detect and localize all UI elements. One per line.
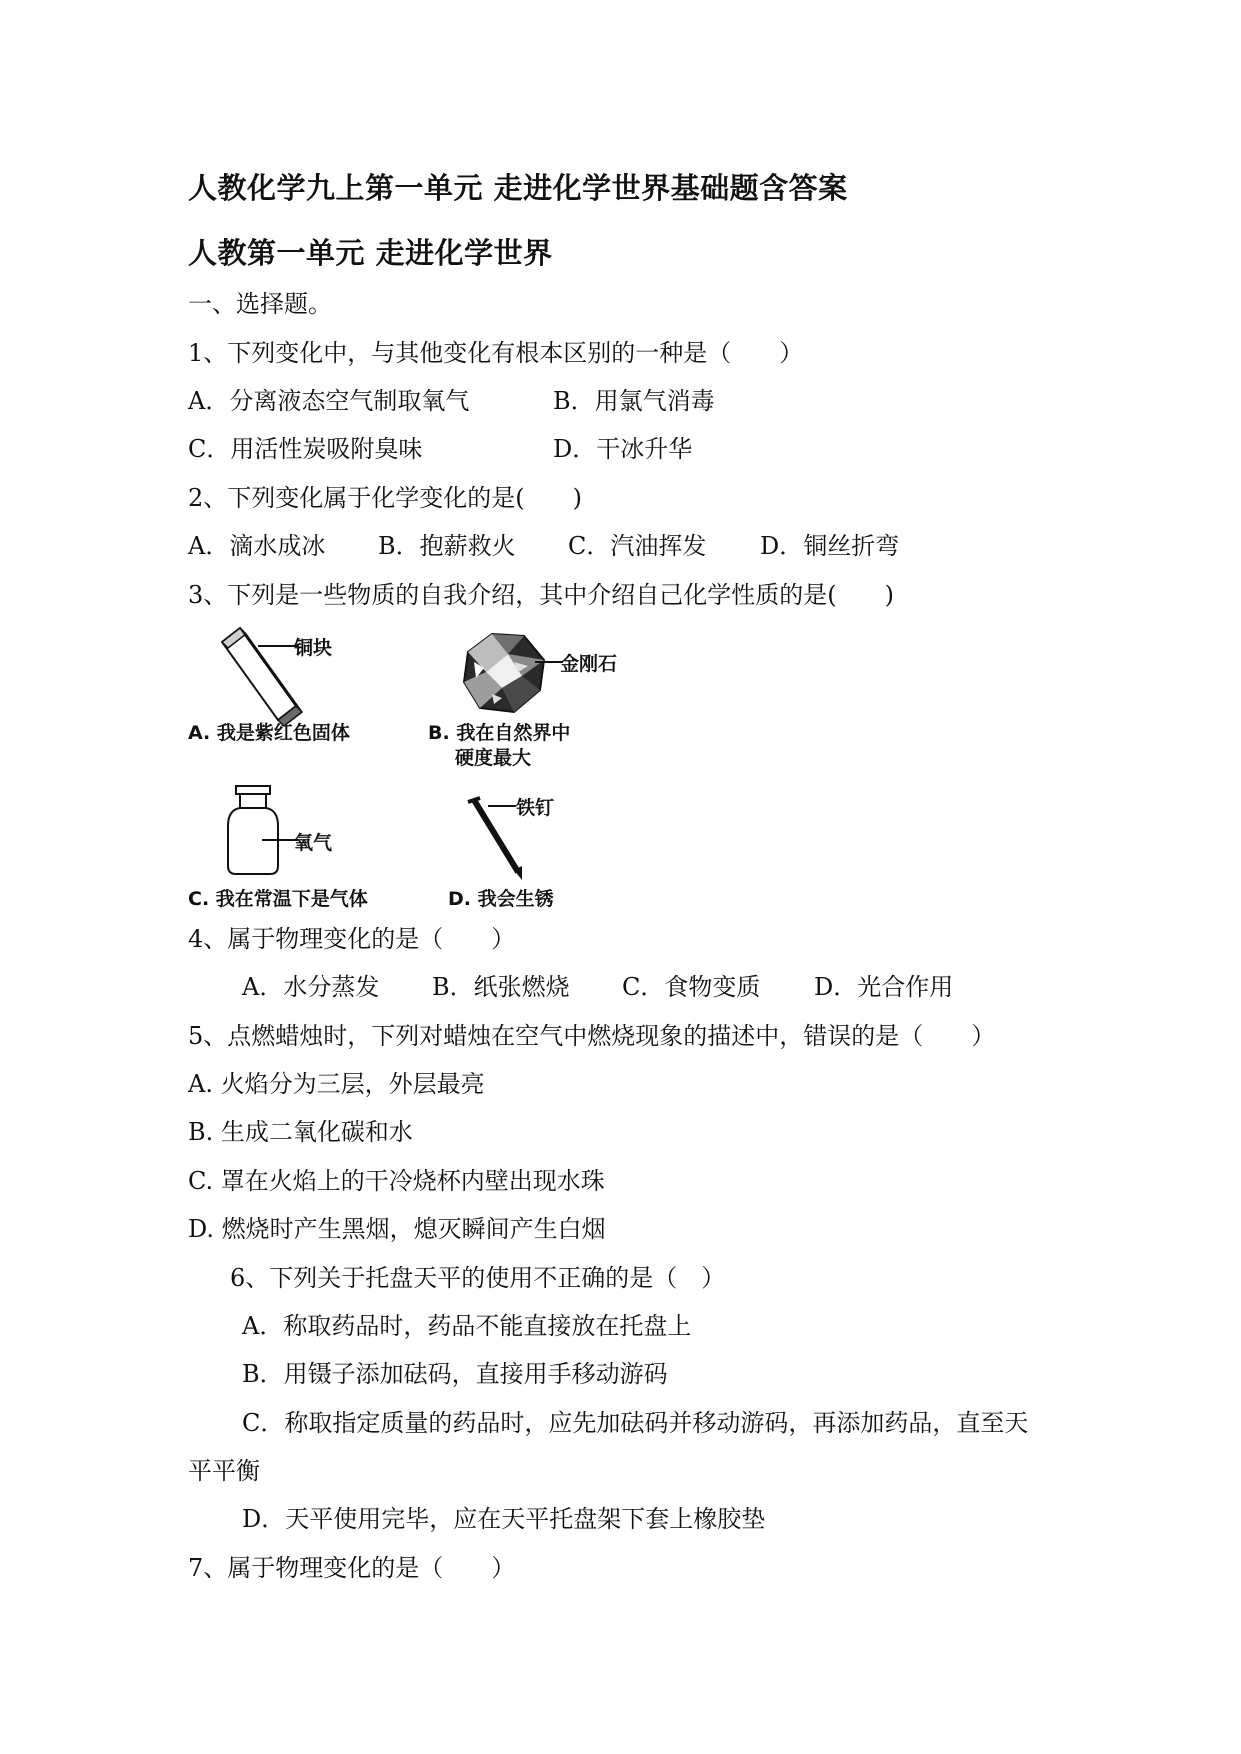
question-2-stem: 2、下列变化属于化学变化的是( ) [188, 484, 582, 512]
question-4-option-d: D．光合作用 [814, 973, 954, 1001]
question-1-option-b: B．用氯气消毒 [553, 387, 715, 415]
figure-a-caption: A. 我是紫红色固体 [188, 722, 350, 744]
diamond-leader-line [535, 660, 563, 664]
question-4-option-b: B．纸张燃烧 [432, 973, 570, 1001]
question-4-stem: 4、属于物理变化的是（ ） [188, 925, 516, 953]
question-5-option-d: D. 燃烧时产生黑烟，熄灭瞬间产生白烟 [188, 1215, 606, 1243]
question-2-option-d: D．铜丝折弯 [760, 532, 900, 560]
question-7-stem: 7、属于物理变化的是（ ） [188, 1554, 516, 1582]
figure-d-caption: D. 我会生锈 [448, 888, 554, 910]
copper-block-leader-line [258, 644, 298, 648]
figure-b-caption-line1: B. 我在自然界中 [428, 722, 571, 744]
question-1-option-c: C．用活性炭吸附臭味 [188, 435, 423, 463]
figure-b-caption-line2: 硬度最大 [455, 747, 532, 769]
question-3-stem: 3、下列是一些物质的自我介绍，其中介绍自己化学性质的是( ) [188, 581, 894, 609]
figure-c-caption: C. 我在常温下是气体 [188, 888, 368, 910]
question-4-option-c: C．食物变质 [622, 973, 761, 1001]
question-4-option-a: A．水分蒸发 [242, 973, 380, 1001]
question-6-option-d: D．天平使用完毕，应在天平托盘架下套上橡胶垫 [242, 1505, 766, 1533]
question-2-option-b: B．抱薪救火 [378, 532, 516, 560]
copper-block-label: 铜块 [294, 637, 333, 659]
document-subtitle: 人教第一单元 走进化学世界 [188, 236, 553, 270]
iron-nail-label: 铁钉 [516, 797, 555, 819]
document-title: 人教化学九上第一单元 走进化学世界基础题含答案 [188, 171, 848, 205]
question-2-option-c: C．汽油挥发 [568, 532, 707, 560]
question-1-stem: 1、下列变化中，与其他变化有根本区别的一种是（ ） [188, 339, 804, 367]
iron-nail-leader-line [488, 804, 516, 808]
oxygen-label: 氧气 [294, 832, 333, 854]
gas-bottle-leader-line [262, 838, 298, 842]
question-6-option-c-line1: C．称取指定质量的药品时，应先加砝码并移动游码，再添加药品，直至天 [242, 1409, 1029, 1437]
question-5-stem: 5、点燃蜡烛时，下列对蜡烛在空气中燃烧现象的描述中，错误的是（ ） [188, 1022, 996, 1050]
question-1-option-a: A．分离液态空气制取氧气 [188, 387, 470, 415]
question-2-option-a: A．滴水成冰 [188, 532, 326, 560]
question-5-option-b: B. 生成二氧化碳和水 [188, 1118, 413, 1146]
question-6-option-c-line2: 平平衡 [188, 1457, 260, 1485]
question-5-option-a: A. 火焰分为三层，外层最亮 [188, 1070, 485, 1098]
question-1-option-d: D．干冰升华 [553, 435, 693, 463]
gas-bottle-figure [224, 784, 284, 878]
section-heading: 一、选择题。 [188, 290, 332, 318]
question-5-option-c: C. 罩在火焰上的干冷烧杯内壁出现水珠 [188, 1167, 605, 1195]
diamond-label: 金刚石 [560, 653, 618, 675]
question-6-option-a: A．称取药品时，药品不能直接放在托盘上 [242, 1312, 692, 1340]
question-6-option-b: B．用镊子添加砝码，直接用手移动游码 [242, 1360, 668, 1388]
question-6-stem: 6、下列关于托盘天平的使用不正确的是（ ） [230, 1264, 726, 1292]
diamond-figure [462, 632, 548, 714]
